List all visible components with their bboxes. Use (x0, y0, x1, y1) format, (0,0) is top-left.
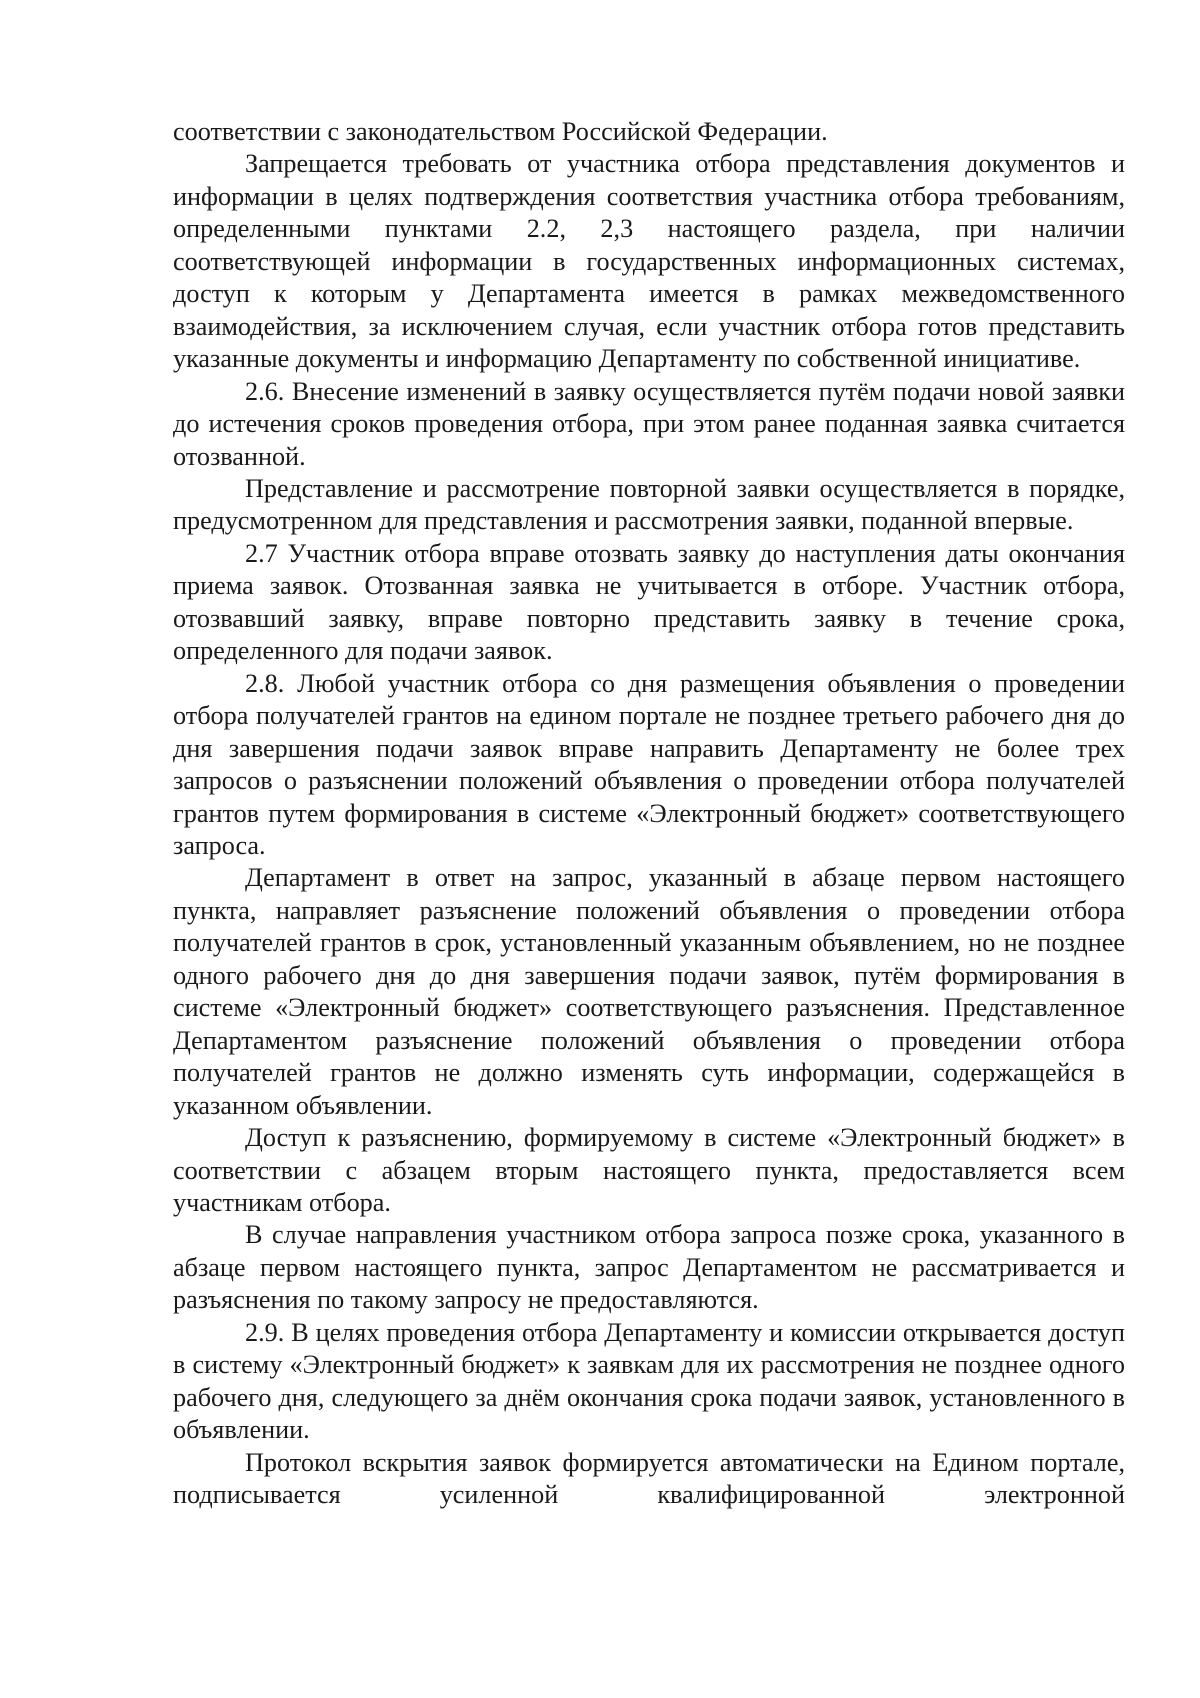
paragraph-prohibition: Запрещается требовать от участника отбора представления документов и информации в целях подтверждения соответствия участника отбора требованиям, определенными пунктами 2.2, 2,3 настоящего раздела, при наличии соответствующей информации в государственных информационных системах, доступ к которым у Департамента имеется в рамках межведомственного взаимодействия, за исключением случая, если участник отбора готов представить указанные документы и информацию Департаменту по собственной инициативе. (173, 149, 1125, 374)
paragraph-department-response: Департамент в ответ на запрос, указанный в абзаце первом настоящего пункта, направляет разъяснение положений объявления о проведении отбора получателей грантов в срок, установленный указанным объявлением, но не позднее одного рабочего дня до дня завершения подачи заявок, путём формирования в системе «Электронный бюджет» соответствующего разъяснения. Представленное Департаментом разъяснение положений объявления о проведении отбора получателей грантов не должно изменять суть информации, содержащейся в указанном объявлении. (173, 863, 1125, 1120)
paragraph-2-8: 2.8. Любой участник отбора со дня размещения объявления о проведении отбора получателей грантов на едином портале не позднее третьего рабочего дня до дня завершения подачи заявок вправе направить Департаменту не более трех запросов о разъяснении положений объявления о проведении отбора получателей грантов путем формирования в системе «Электронный бюджет» соответствующего запроса. (173, 668, 1125, 860)
paragraph-continuation: соответствии с законодательством Российской Федерации. (173, 117, 828, 146)
paragraph-opening-protocol: Протокол вскрытия заявок формируется автоматически на Едином портале, подписывается усиленной квалифицированной электронной (173, 1447, 1125, 1510)
paragraph-clarification-access: Доступ к разъяснению, формируемому в системе «Электронный бюджет» в соответствии с абзацем вторым настоящего пункта, предоставляется всем участникам отбора. (173, 1123, 1125, 1217)
paragraph-2-9: 2.9. В целях проведения отбора Департаменту и комиссии открывается доступ в систему «Электронный бюджет» к заявкам для их рассмотрения не позднее одного рабочего дня, следующего за днём окончания срока подачи заявок, установленного в объявлении. (173, 1317, 1125, 1445)
paragraph-late-request: В случае направления участником отбора запроса позже срока, указанного в абзаце первом настоящего пункта, запрос Департаментом не рассматривается и разъяснения по такому запросу не предоставляются. (173, 1220, 1125, 1315)
paragraph-resubmission: Представление и рассмотрение повторной заявки осуществляется в порядке, предусмотренном для представления и рассмотрения заявки, поданной впервые. (173, 473, 1125, 536)
document-body (173, 116, 1125, 1511)
paragraph-2-6: 2.6. Внесение изменений в заявку осуществляется путём подачи новой заявки до истечения сроков проведения отбора, при этом ранее поданная заявка считается отозванной. (173, 376, 1125, 471)
paragraph-2-7: 2.7 Участник отбора вправе отозвать заявку до наступления даты окончания приема заявок. Отозванная заявка не учитывается в отборе. Участник отбора, отозвавший заявку, вправе повторно представить заявку в течение срока, определенного для подачи заявок. (173, 538, 1125, 666)
